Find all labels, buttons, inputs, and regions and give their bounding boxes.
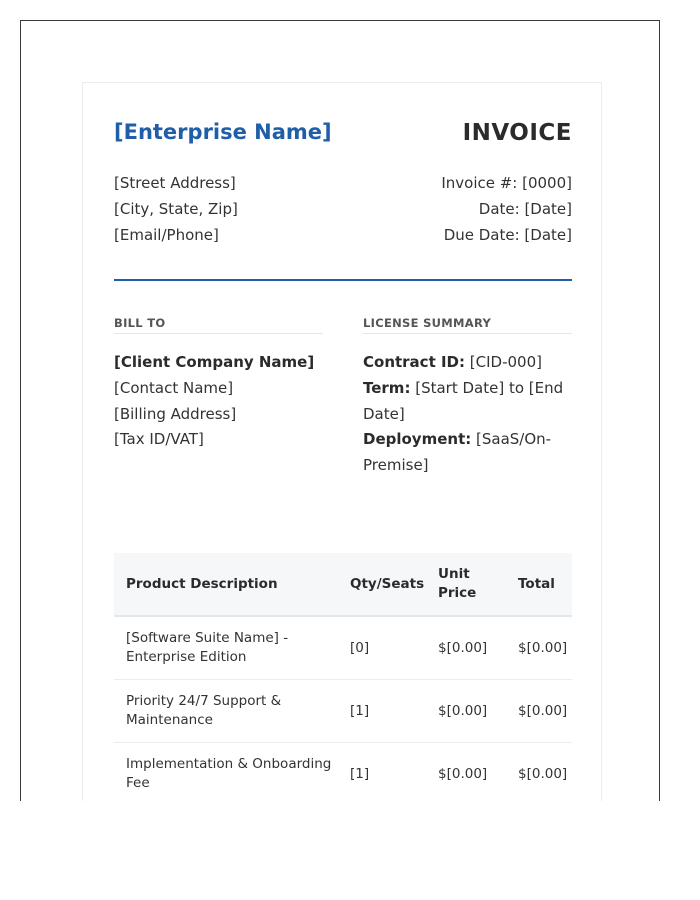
item-total: $[0.00] [506,680,572,743]
header-qty-seats: Qty/Seats [338,553,426,616]
table-row [114,616,572,680]
contract-label: Contract ID: [363,353,465,371]
table-header-row [114,553,572,616]
client-billing-address: [Billing Address] [114,404,237,423]
client-company: [Client Company Name] [114,353,315,371]
term-label: Term: [363,378,411,397]
item-unit-price: $[0.00] [426,616,506,680]
item-qty: [0] [338,616,426,680]
item-qty: [1] [338,743,426,802]
item-description: [Software Suite Name] - Enterprise Edition [114,616,338,680]
license-summary-section [363,316,572,479]
item-description: Implementation & Onboarding Fee [114,743,338,802]
table-row [114,743,572,802]
item-unit-price: $[0.00] [426,743,506,802]
bill-to-body [114,350,323,453]
header-divider [114,279,572,281]
item-total: $[0.00] [506,616,572,680]
invoice-header [114,120,572,160]
sender-city: [City, State, Zip] [114,200,238,218]
deployment-label: Deployment: [363,430,472,449]
sender-address [114,170,238,248]
page-sheet [20,20,660,801]
invoice-meta [441,170,572,248]
document-title: INVOICE [462,120,572,146]
deployment-value: [SaaS/On-Premise] [363,430,552,475]
bill-to-title: BILL TO [114,316,323,334]
header-total: Total [506,553,572,616]
item-description: Priority 24/7 Support & Maintenance [114,680,338,743]
header-product-description: Product Description [114,553,338,616]
term-row [363,376,572,428]
item-qty: [1] [338,680,426,743]
enterprise-name: [Enterprise Name] [114,120,332,144]
invoice-due-date: Due Date: [Date] [443,226,572,244]
license-summary-body [363,350,572,479]
client-tax-id: [Tax ID/VAT] [114,430,204,449]
header-unit-price: Unit Price [426,553,506,616]
deployment-row [363,427,572,479]
contract-value: [CID-000] [469,353,542,371]
invoice-number: Invoice #: [0000] [441,174,572,192]
line-items-table [114,553,572,801]
contract-row [363,350,572,376]
license-summary-title: LICENSE SUMMARY [363,316,572,334]
item-total: $[0.00] [506,743,572,802]
sender-contact: [Email/Phone] [114,226,219,244]
term-value: [Start Date] to [End Date] [363,378,564,423]
item-unit-price: $[0.00] [426,680,506,743]
invoice-card [82,82,602,801]
table-row [114,680,572,743]
bill-to-section [114,316,323,453]
client-contact: [Contact Name] [114,378,234,397]
invoice-date: Date: [Date] [478,200,572,218]
sender-street: [Street Address] [114,174,236,192]
